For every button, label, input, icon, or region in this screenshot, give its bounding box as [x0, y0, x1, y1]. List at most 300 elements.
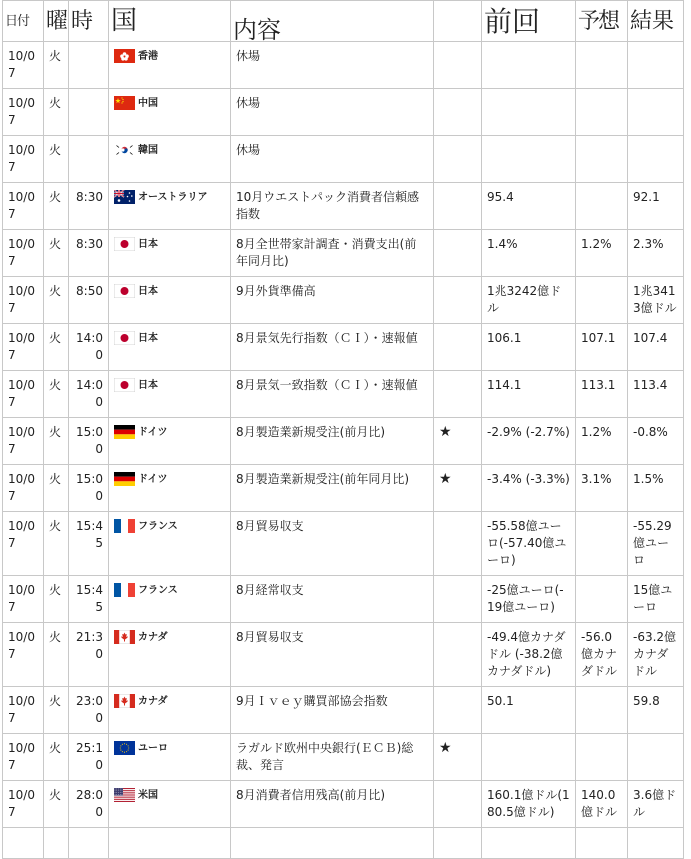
cell-time-text: 8:30: [76, 237, 103, 251]
cell-previous: [482, 89, 576, 136]
cell-importance: [434, 230, 482, 277]
cell-country: [109, 277, 231, 324]
cell-country: [109, 781, 231, 828]
cell-forecast: [576, 512, 628, 576]
cell-forecast-text: 1.2%: [581, 425, 612, 439]
cell-time-text: 23:00: [76, 694, 103, 725]
cell-time-text: 14:00: [76, 331, 103, 362]
cell-previous: [482, 687, 576, 734]
cell-day-of-week: [44, 277, 69, 324]
importance-star-icon: ★: [439, 740, 452, 756]
cell-importance: [434, 183, 482, 230]
cell-previous: [482, 277, 576, 324]
cell-country: [109, 512, 231, 576]
cell-country: [109, 623, 231, 687]
cell-forecast: [576, 42, 628, 89]
de-flag-icon: [114, 472, 135, 486]
cell-importance: [434, 89, 482, 136]
empty-cell: [628, 828, 684, 859]
cell-importance: [434, 465, 482, 512]
cell-day-of-week-text: 火: [49, 788, 62, 802]
cell-content: [231, 734, 434, 781]
empty-cell: [44, 828, 69, 859]
cell-content: [231, 183, 434, 230]
cell-time: [69, 136, 109, 183]
importance-star-icon: ★: [439, 424, 452, 440]
cell-time: [69, 623, 109, 687]
cell-content-text: 休場: [236, 143, 261, 157]
cell-time-text: 21:30: [76, 630, 103, 661]
jp-flag-icon: [114, 378, 135, 392]
cell-forecast-text: -56.0億カナダドル: [581, 630, 618, 678]
cell-day-of-week: [44, 465, 69, 512]
cell-time-text: 15:00: [76, 472, 103, 503]
cell-forecast: [576, 277, 628, 324]
cell-day-of-week: [44, 512, 69, 576]
cell-date-text: 10/07: [8, 630, 35, 661]
country-label: 韓国: [138, 145, 158, 156]
au-flag-icon: [114, 190, 135, 204]
table-row: [3, 576, 684, 623]
cell-forecast: [576, 418, 628, 465]
cell-time-text: 8:30: [76, 190, 103, 204]
cell-day-of-week-text: 火: [49, 472, 62, 486]
cell-country: [109, 465, 231, 512]
table-row: [3, 136, 684, 183]
cell-result-text: -55.29億ユーロ: [633, 519, 672, 567]
cell-time: [69, 418, 109, 465]
country-label: フランス: [138, 585, 178, 596]
cell-day-of-week-text: 火: [49, 694, 62, 708]
ca-flag-icon: [114, 630, 135, 644]
eu-flag-icon: [114, 741, 135, 755]
cell-content: [231, 418, 434, 465]
country-label: カナダ: [138, 632, 168, 643]
cell-date-text: 10/07: [8, 237, 35, 268]
cell-previous: [482, 781, 576, 828]
cell-date: [3, 89, 44, 136]
cell-day-of-week-text: 火: [49, 378, 62, 392]
cell-date: [3, 687, 44, 734]
cell-content-text: 8月全世帯家計調査・消費支出(前年同月比): [236, 237, 417, 268]
cell-previous: [482, 734, 576, 781]
cell-day-of-week-text: 火: [49, 519, 62, 533]
jp-flag-icon: [114, 284, 135, 298]
cell-forecast: [576, 183, 628, 230]
cell-content: [231, 465, 434, 512]
cell-result-text: 15億ユーロ: [633, 583, 673, 614]
cell-importance: [434, 734, 482, 781]
cell-result-text: 2.3%: [633, 237, 664, 251]
empty-cell: [69, 828, 109, 859]
cell-time: [69, 42, 109, 89]
cell-importance: [434, 512, 482, 576]
header-previous: 前回: [482, 1, 576, 42]
cell-date: [3, 512, 44, 576]
cell-day-of-week-text: 火: [49, 143, 62, 157]
cell-time: [69, 465, 109, 512]
cell-country: [109, 576, 231, 623]
cell-country: [109, 183, 231, 230]
cell-time-text: 14:00: [76, 378, 103, 409]
cell-country: [109, 42, 231, 89]
header-row: [3, 1, 684, 42]
cell-previous: [482, 230, 576, 277]
cell-day-of-week-text: 火: [49, 630, 62, 644]
cell-content-text: 9月Ｉｖｅｙ購買部協会指数: [236, 694, 388, 708]
cell-forecast: [576, 230, 628, 277]
cell-time-text: 28:00: [76, 788, 103, 819]
cell-date-text: 10/07: [8, 284, 35, 315]
country-label: 日本: [138, 286, 158, 297]
cell-day-of-week: [44, 576, 69, 623]
cell-date: [3, 781, 44, 828]
cell-content: [231, 230, 434, 277]
cell-day-of-week: [44, 623, 69, 687]
cell-country: [109, 324, 231, 371]
kr-flag-icon: [114, 143, 135, 157]
cell-time: [69, 734, 109, 781]
cell-result: [628, 183, 684, 230]
cell-time: [69, 512, 109, 576]
cell-result: [628, 371, 684, 418]
importance-star-icon: ★: [439, 471, 452, 487]
cell-day-of-week-text: 火: [49, 190, 62, 204]
table-row: [3, 465, 684, 512]
cell-day-of-week: [44, 734, 69, 781]
cell-date: [3, 623, 44, 687]
cell-result: [628, 89, 684, 136]
cell-previous: [482, 42, 576, 89]
cell-time-text: 25:10: [76, 741, 103, 772]
cell-date: [3, 465, 44, 512]
header-result: 結果: [628, 1, 684, 42]
cell-content-text: 8月景気先行指数（ＣＩ）・速報値: [236, 331, 418, 345]
cell-day-of-week-text: 火: [49, 237, 62, 251]
cell-date-text: 10/07: [8, 190, 35, 221]
cell-forecast: [576, 89, 628, 136]
header-country: 国: [109, 1, 231, 42]
cell-previous-text: 95.4: [487, 190, 514, 204]
country-label: ドイツ: [138, 427, 168, 438]
cell-date-text: 10/07: [8, 378, 35, 409]
de-flag-icon: [114, 425, 135, 439]
cell-importance: [434, 623, 482, 687]
header-day-of-week: 曜: [44, 1, 69, 42]
cell-previous-text: 106.1: [487, 331, 522, 345]
country-label: ユーロ: [138, 743, 168, 754]
table-row: [3, 42, 684, 89]
empty-cell: [482, 828, 576, 859]
table-row: [3, 277, 684, 324]
cell-country: [109, 371, 231, 418]
cell-forecast: [576, 781, 628, 828]
cell-date-text: 10/07: [8, 741, 35, 772]
table-row: [3, 623, 684, 687]
cell-date-text: 10/07: [8, 472, 35, 503]
cell-forecast: [576, 371, 628, 418]
cell-date-text: 10/07: [8, 694, 35, 725]
cell-importance: [434, 576, 482, 623]
cell-time: [69, 687, 109, 734]
cell-time-text: 15:45: [76, 519, 103, 550]
cell-day-of-week-text: 火: [49, 741, 62, 755]
cell-day-of-week: [44, 89, 69, 136]
cell-day-of-week-text: 火: [49, 284, 62, 298]
cell-previous: [482, 418, 576, 465]
cell-time-text: 15:00: [76, 425, 103, 456]
cell-previous-text: 114.1: [487, 378, 522, 392]
cell-content: [231, 89, 434, 136]
cell-importance: [434, 781, 482, 828]
cell-date: [3, 277, 44, 324]
cell-time: [69, 230, 109, 277]
cell-previous: [482, 576, 576, 623]
cell-time: [69, 371, 109, 418]
cell-previous-text: -3.4% (-3.3%): [487, 472, 570, 486]
cell-result-text: 113.4: [633, 378, 668, 392]
cell-importance: [434, 136, 482, 183]
cell-result: [628, 277, 684, 324]
cell-content: [231, 687, 434, 734]
cell-day-of-week-text: 火: [49, 425, 62, 439]
cell-content-text: 休場: [236, 49, 261, 63]
cell-previous: [482, 623, 576, 687]
cell-date-text: 10/07: [8, 143, 35, 174]
cell-time-text: 8:50: [76, 284, 103, 298]
cell-country: [109, 418, 231, 465]
cell-time-text: 15:45: [76, 583, 103, 614]
cell-content-text: 8月貿易収支: [236, 519, 304, 533]
cell-result: [628, 623, 684, 687]
cell-result-text: 59.8: [633, 694, 660, 708]
country-label: オーストラリア: [138, 192, 208, 203]
table-row: [3, 781, 684, 828]
cell-previous-text: 1兆3242億ドル: [487, 284, 562, 315]
cell-previous-text: -2.9% (-2.7%): [487, 425, 570, 439]
country-label: 日本: [138, 333, 158, 344]
cell-content: [231, 136, 434, 183]
cell-forecast-text: 140.0億ドル: [581, 788, 618, 819]
cell-result-text: -63.2億カナダドル: [633, 630, 677, 678]
cell-forecast-text: 113.1: [581, 378, 616, 392]
cell-date: [3, 230, 44, 277]
cell-date: [3, 324, 44, 371]
country-label: 米国: [138, 790, 158, 801]
header-content: 内容: [231, 1, 434, 42]
cell-country: [109, 230, 231, 277]
cell-content: [231, 42, 434, 89]
cell-day-of-week: [44, 418, 69, 465]
header-forecast: 予想: [576, 1, 628, 42]
cell-date: [3, 136, 44, 183]
country-label: ドイツ: [138, 474, 168, 485]
cell-result: [628, 781, 684, 828]
cell-result-text: 92.1: [633, 190, 660, 204]
table-row: [3, 230, 684, 277]
cell-day-of-week-text: 火: [49, 49, 62, 63]
country-label: 日本: [138, 380, 158, 391]
cell-content: [231, 781, 434, 828]
cell-day-of-week: [44, 371, 69, 418]
cell-importance: [434, 42, 482, 89]
cell-result: [628, 576, 684, 623]
table-row: [3, 324, 684, 371]
cell-previous: [482, 183, 576, 230]
cell-time: [69, 576, 109, 623]
cell-content: [231, 324, 434, 371]
ca-flag-icon: [114, 694, 135, 708]
country-label: 中国: [138, 98, 158, 109]
cell-day-of-week: [44, 183, 69, 230]
jp-flag-icon: [114, 331, 135, 345]
cell-previous-text: 50.1: [487, 694, 514, 708]
cell-content-text: 休場: [236, 96, 261, 110]
cell-time: [69, 277, 109, 324]
cell-result: [628, 512, 684, 576]
cell-country: [109, 89, 231, 136]
cell-time: [69, 324, 109, 371]
cell-content: [231, 576, 434, 623]
cell-previous: [482, 512, 576, 576]
cell-content-text: ラガルド欧州中央銀行(ＥＣＢ)総裁、発言: [236, 741, 414, 772]
cell-time: [69, 781, 109, 828]
cell-result: [628, 42, 684, 89]
us-flag-icon: [114, 788, 135, 802]
table-row: [3, 734, 684, 781]
header-time: 時: [69, 1, 109, 42]
cell-content-text: 8月貿易収支: [236, 630, 304, 644]
economic-calendar-table: [2, 0, 684, 859]
cell-importance: [434, 687, 482, 734]
cell-result: [628, 230, 684, 277]
cell-previous-text: -55.58億ユーロ(-57.40億ユーロ): [487, 519, 567, 567]
cell-forecast: [576, 687, 628, 734]
cell-date: [3, 42, 44, 89]
cell-forecast: [576, 465, 628, 512]
cell-day-of-week: [44, 324, 69, 371]
table-row: [3, 687, 684, 734]
header-importance: [434, 1, 482, 42]
empty-cell: [434, 828, 482, 859]
cell-importance: [434, 277, 482, 324]
cell-date-text: 10/07: [8, 788, 35, 819]
jp-flag-icon: [114, 237, 135, 251]
empty-cell: [109, 828, 231, 859]
empty-cell: [3, 828, 44, 859]
table-row: [3, 418, 684, 465]
cell-content-text: 10月ウエストパック消費者信頼感指数: [236, 190, 420, 221]
cell-previous: [482, 324, 576, 371]
country-label: 日本: [138, 239, 158, 250]
cell-forecast: [576, 623, 628, 687]
cell-forecast: [576, 136, 628, 183]
cell-content-text: 8月景気一致指数（ＣＩ）・速報値: [236, 378, 418, 392]
cell-forecast-text: 3.1%: [581, 472, 612, 486]
cell-previous-text: 1.4%: [487, 237, 518, 251]
fr-flag-icon: [114, 583, 135, 597]
cell-result-text: 107.4: [633, 331, 668, 345]
cell-content-text: 8月消費者信用残高(前月比): [236, 788, 385, 802]
cell-time: [69, 183, 109, 230]
cell-result-text: 3.6億ドル: [633, 788, 677, 819]
cell-date-text: 10/07: [8, 331, 35, 362]
country-label: カナダ: [138, 696, 168, 707]
cell-time: [69, 89, 109, 136]
cell-content-text: 8月経常収支: [236, 583, 304, 597]
cell-country: [109, 734, 231, 781]
cell-result: [628, 465, 684, 512]
cell-forecast: [576, 324, 628, 371]
empty-cell: [576, 828, 628, 859]
cell-day-of-week: [44, 781, 69, 828]
cell-date-text: 10/07: [8, 96, 35, 127]
cell-importance: [434, 418, 482, 465]
cell-forecast: [576, 734, 628, 781]
cell-date-text: 10/07: [8, 49, 35, 80]
cell-previous-text: 160.1億ドル(180.5億ドル): [487, 788, 570, 819]
cell-result: [628, 687, 684, 734]
cell-country: [109, 687, 231, 734]
cell-content-text: 8月製造業新規受注(前月比): [236, 425, 385, 439]
country-label: フランス: [138, 521, 178, 532]
table-row: [3, 89, 684, 136]
cell-day-of-week-text: 火: [49, 96, 62, 110]
cell-day-of-week: [44, 136, 69, 183]
country-label: 香港: [138, 51, 158, 62]
cell-result: [628, 734, 684, 781]
cell-forecast-text: 1.2%: [581, 237, 612, 251]
cell-content: [231, 512, 434, 576]
cell-content: [231, 623, 434, 687]
cell-importance: [434, 371, 482, 418]
cell-content-text: 9月外貨準備高: [236, 284, 316, 298]
cell-day-of-week-text: 火: [49, 583, 62, 597]
cell-content: [231, 277, 434, 324]
cell-previous: [482, 136, 576, 183]
cell-date-text: 10/07: [8, 425, 35, 456]
cell-result-text: 1.5%: [633, 472, 664, 486]
hk-flag-icon: [114, 49, 135, 63]
cell-forecast-text: 107.1: [581, 331, 616, 345]
cell-day-of-week-text: 火: [49, 331, 62, 345]
cell-date: [3, 183, 44, 230]
header-date: 日付: [3, 1, 44, 42]
empty-cell: [231, 828, 434, 859]
cell-content-text: 8月製造業新規受注(前年同月比): [236, 472, 409, 486]
cn-flag-icon: [114, 96, 135, 110]
cell-day-of-week: [44, 687, 69, 734]
cell-date-text: 10/07: [8, 583, 35, 614]
cell-previous: [482, 371, 576, 418]
cell-date: [3, 734, 44, 781]
cell-day-of-week: [44, 230, 69, 277]
cell-result: [628, 418, 684, 465]
fr-flag-icon: [114, 519, 135, 533]
cell-previous-text: -25億ユーロ(-19億ユーロ): [487, 583, 564, 614]
cell-previous: [482, 465, 576, 512]
cell-date: [3, 576, 44, 623]
cell-forecast: [576, 576, 628, 623]
table-row: [3, 183, 684, 230]
cell-content: [231, 371, 434, 418]
table-row: [3, 512, 684, 576]
cell-date: [3, 418, 44, 465]
cell-result: [628, 324, 684, 371]
cell-result-text: 1兆3413億ドル: [633, 284, 677, 315]
cell-result-text: -0.8%: [633, 425, 668, 439]
cell-day-of-week: [44, 42, 69, 89]
